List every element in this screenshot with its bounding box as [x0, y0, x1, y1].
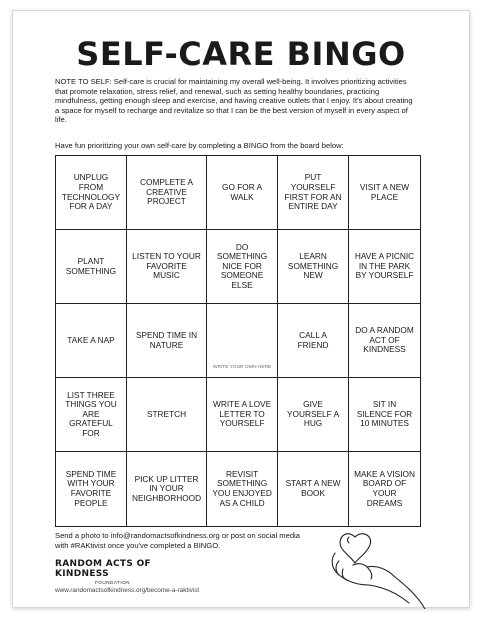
bingo-cell[interactable] [56, 304, 127, 378]
bingo-cell[interactable] [278, 156, 349, 230]
cell-label: GO FOR A WALK [222, 181, 263, 202]
bingo-cell[interactable] [207, 156, 278, 230]
note-paragraph: NOTE TO SELF: Self-care is crucial for maintaining my overall well-being. It involves prioritizing activities that promote relaxation, stress relief, and renewal, such as setting healthy boundaries, practicing mindfulness, getting enough sleep and exercise, and having creative outlets that I enjoy. It's about creating a space for myself to recharge and revitalize so that I can be the best version of myself in every aspect of life. [55, 77, 413, 125]
intro-text: Have fun prioritizing your own self-care by completing a BINGO from the board below: [55, 141, 344, 150]
cell-label: HAVE A PICNIC IN THE PARK BY YOURSELF [354, 251, 415, 281]
cell-label: LIST THREE THINGS YOU ARE GRATEFUL FOR [65, 389, 117, 438]
logo-name: RANDOM ACTS OF KINDNESS [55, 559, 151, 579]
bingo-cell[interactable] [278, 230, 349, 304]
cell-label: COMPLETE A CREATIVE PROJECT [140, 177, 194, 207]
bingo-cell[interactable] [207, 378, 278, 452]
bingo-board [55, 155, 421, 527]
cell-label: SPEND TIME IN NATURE [135, 329, 198, 350]
bingo-cell[interactable] [349, 304, 420, 378]
bingo-cell[interactable] [56, 230, 127, 304]
bingo-cell[interactable] [56, 378, 127, 452]
cell-label: UNPLUG FROM TECHNOLOGY FOR A DAY [61, 172, 121, 212]
cell-label: REVISIT SOMETHING YOU ENJOYED AS A CHILD [212, 468, 272, 508]
cell-label: VISIT A NEW PLACE [359, 181, 410, 202]
bingo-cell[interactable] [127, 378, 207, 452]
cell-label: DO SOMETHING NICE FOR SOMEONE ELSE [216, 241, 268, 290]
cell-label: PICK UP LITTER IN YOUR NEIGHBORHOOD [131, 473, 202, 503]
footer-instructions: Send a photo to info@randomactsofkindness.org or post on social media with #RAKtivist once you've completed a BINGO. [55, 531, 300, 550]
bingo-cell[interactable] [56, 156, 127, 230]
bingo-cell[interactable] [56, 452, 127, 526]
cell-label: TAKE A NAP [67, 334, 115, 345]
hand-holding-heart-icon [313, 513, 453, 609]
bingo-cell[interactable] [127, 230, 207, 304]
bingo-cell[interactable] [349, 156, 420, 230]
cell-label: WRITE A LOVE LETTER TO YOURSELF [213, 399, 272, 429]
free-space-label: WRITE YOUR OWN HERE [212, 365, 272, 371]
cell-label: START A NEW BOOK [285, 478, 341, 498]
bingo-cell[interactable] [349, 230, 420, 304]
bingo-cell[interactable] [127, 156, 207, 230]
cell-label: LEARN SOMETHING NEW [287, 251, 339, 281]
raok-logo [55, 559, 195, 585]
bingo-cell[interactable] [127, 452, 207, 526]
page-title: SELF-CARE BINGO [76, 35, 406, 73]
cell-label: CALL A FRIEND [297, 329, 329, 350]
cell-label: SPEND TIME WITH YOUR FAVORITE PEOPLE [65, 468, 117, 508]
bingo-cell[interactable] [207, 230, 278, 304]
cell-label: SIT IN SILENCE FOR 10 MINUTES [356, 399, 413, 429]
cell-label: PUT YOURSELF FIRST FOR AN ENTIRE DAY [284, 172, 342, 212]
cell-label: PLANT SOMETHING [65, 255, 117, 276]
footer-url[interactable]: www.randomactsofkindness.org/become-a-raktivist [55, 587, 200, 594]
cell-label: DO A RANDOM ACT OF KINDNESS [355, 325, 414, 355]
cell-label: LISTEN TO YOUR FAVORITE MUSIC [132, 251, 201, 281]
free-space-cell[interactable] [207, 304, 278, 378]
bingo-sheet [12, 10, 470, 608]
bingo-cell[interactable] [127, 304, 207, 378]
bingo-cell[interactable] [278, 378, 349, 452]
bingo-cell[interactable] [278, 304, 349, 378]
logo-subtitle: FOUNDATION [95, 580, 131, 585]
bingo-cell[interactable] [207, 452, 278, 526]
bingo-cell[interactable] [349, 378, 420, 452]
cell-label: GIVE YOURSELF A HUG [287, 399, 340, 429]
cell-label: MAKE A VISION BOARD OF YOUR DREAMS [354, 468, 415, 508]
cell-label: STRETCH [146, 408, 187, 419]
